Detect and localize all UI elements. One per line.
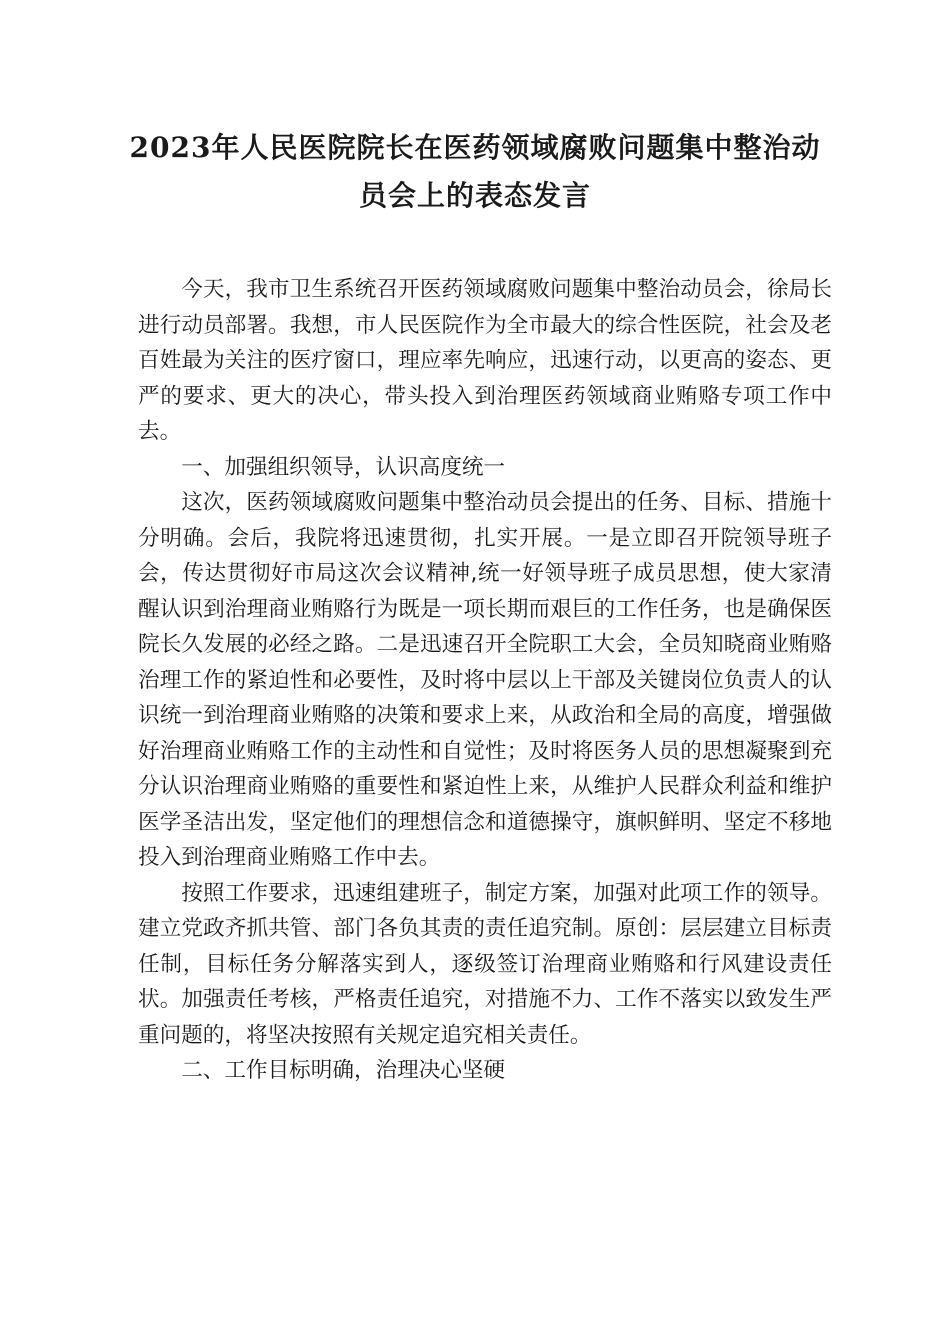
paragraph-intro: 今天，我市卫生系统召开医药领域腐败问题集中整治动员会，徐局长进行动员部署。我想，市人民医院作为全市最大的综合性医院，社会及老百姓最为关注的医疗窗口，理应率先响应，迅速行动，以更高的姿态、更严的要求、更大的决心，带头投入到治理医药领域商业贿赂专项工作中去。 [138,277,832,444]
document-body [138,272,832,1089]
section-heading-2: 二、工作目标明确，治理决心坚硬 [181,1058,506,1083]
document-title: 2023年人民医院院长在医药领域腐败问题集中整治动员会上的表态发言 [129,131,821,212]
paragraph-section-1-a: 这次，医药领域腐败问题集中整治动员会提出的任务、目标、措施十分明确。会后，我院将迅速贯彻，扎实开展。一是立即召开院领导班子会，传达贯彻好市局这次会议精神,统一好领导班子成员思想，使大家清醒认识到治理商业贿赂行为既是一项长期而艰巨的工作任务，也是确保医院长久发展的必经之路。二是迅速召开全院职工大会，全员知晓商业贿赂治理工作的紧迫性和必要性，及时将中层以上干部及关键岗位负责人的认识统一到治理商业贿赂的决策和要求上来，从政治和全局的高度，增强做好治理商业贿赂工作的主动性和自觉性；及时将医务人员的思想凝聚到充分认识治理商业贿赂的重要性和紧迫性上来，从维护人民群众利益和维护医学圣洁出发，坚定他们的理想信念和道德操守，旗帜鲜明、坚定不移地投入到治理商业贿赂工作中去。 [138,490,832,870]
paragraph-section-1-b: 按照工作要求，迅速组建班子，制定方案，加强对此项工作的领导。建立党政齐抓共管、部门各负其责的责任追究制。原创：层层建立目标责任制，目标任务分解落实到人，逐级签订治理商业贿赂和行风建设责任状。加强责任考核，严格责任追究，对措施不力、工作不落实以致发生严重问题的，将坚决按照有关规定追究相关责任。 [138,880,832,1048]
section-heading-1: 一、加强组织领导，认识高度统一 [181,454,506,480]
